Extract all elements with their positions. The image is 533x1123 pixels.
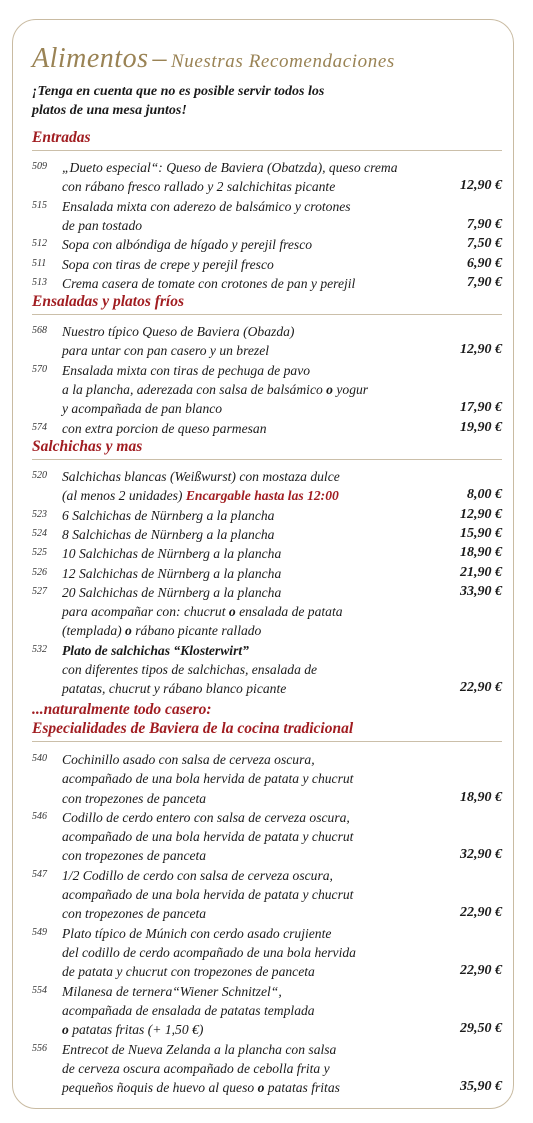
item-price: 6,90 € xyxy=(467,255,502,271)
title-sub: Nuestras Recomendaciones xyxy=(171,51,395,72)
item-price: 22,90 € xyxy=(460,680,502,696)
item-description xyxy=(62,235,502,254)
text-segment: Cochinillo asado con salsa de cerveza oscura, xyxy=(62,752,315,767)
text-segment: del codillo de cerdo acompañado de una bola hervida xyxy=(62,944,356,960)
menu-item xyxy=(32,1040,502,1098)
item-description xyxy=(62,274,502,293)
item-description xyxy=(62,322,502,361)
item-description xyxy=(62,525,502,544)
menu-item xyxy=(32,544,502,563)
description-line xyxy=(62,177,502,196)
text-segment: (al menos 2 unidades) xyxy=(62,488,186,504)
text-segment: Ensalada mixta con tiras de pechuga de pavo xyxy=(62,362,311,378)
menu-item xyxy=(32,506,502,525)
item-price: 12,90 € xyxy=(460,342,502,358)
description-line xyxy=(62,769,502,788)
section-name: ...naturalmente todo casero: xyxy=(32,701,212,718)
description-line xyxy=(62,808,502,827)
item-price: 7,90 € xyxy=(467,274,502,290)
item-price: 19,90 € xyxy=(460,419,502,435)
description-line xyxy=(62,341,502,360)
item-price: 33,90 € xyxy=(460,583,502,599)
item-price: 7,90 € xyxy=(467,216,502,232)
item-number: 547 xyxy=(32,868,47,880)
description-line xyxy=(62,1001,502,1020)
section-heading xyxy=(32,128,91,147)
item-number: 570 xyxy=(32,363,47,375)
description-line xyxy=(62,789,502,808)
section-name: Salchichas y mas xyxy=(32,438,143,455)
description-line xyxy=(62,924,502,943)
menu-item xyxy=(32,274,502,293)
text-segment: Milanesa de ternera“Wiener Schnitzel“, xyxy=(62,983,282,999)
description-line xyxy=(62,1078,502,1097)
description-line xyxy=(62,602,502,621)
text-segment: Nuestro típico Queso de Baviera (Obazda) xyxy=(62,324,295,339)
menu-item xyxy=(32,583,502,641)
item-description xyxy=(62,419,502,438)
menu-item xyxy=(32,808,502,866)
text-segment: de patata y chucrut con tropezones de panceta xyxy=(62,964,315,980)
text-segment: y acompañada de pan blanco xyxy=(62,401,223,417)
item-number: 524 xyxy=(32,527,47,539)
bold-text: Plato de salchichas “Klosterwirt” xyxy=(62,642,249,658)
description-line xyxy=(62,827,502,846)
description-line xyxy=(62,962,502,981)
item-description xyxy=(62,808,502,866)
description-line xyxy=(62,904,502,923)
bold-text: o xyxy=(62,1022,69,1038)
text-segment: 8 Salchichas de Nürnberg a la plancha xyxy=(62,526,275,542)
item-description xyxy=(62,506,502,525)
description-line xyxy=(62,486,502,505)
text-segment: Entrecot de Nueva Zelanda a la plancha con salsa xyxy=(62,1041,337,1057)
section-divider xyxy=(32,150,502,151)
menu-item xyxy=(32,361,502,419)
item-number: 532 xyxy=(32,643,47,655)
text-segment: acompañado de una bola hervida de patata y chucrut xyxy=(62,829,354,845)
item-description xyxy=(62,197,502,236)
item-number: 512 xyxy=(32,238,47,250)
description-line xyxy=(62,255,502,274)
menu-item xyxy=(32,197,502,236)
item-price: 32,90 € xyxy=(460,847,502,863)
menu-item xyxy=(32,235,502,254)
text-segment: con rábano fresco rallado y 2 salchichitas picante xyxy=(62,179,336,195)
text-segment: pequeños ñoquis de huevo al queso xyxy=(62,1080,258,1096)
item-price: 18,90 € xyxy=(460,545,502,561)
text-segment: con tropezones de panceta xyxy=(62,848,207,864)
item-description xyxy=(62,982,502,1040)
page-title xyxy=(32,43,395,75)
text-segment: yogur xyxy=(332,381,369,397)
description-line xyxy=(62,197,502,216)
description-line xyxy=(62,235,502,254)
item-number: 574 xyxy=(32,421,47,433)
text-segment: con extra porcion de queso parmesan xyxy=(62,420,267,436)
menu-item xyxy=(32,750,502,808)
item-price: 12,90 € xyxy=(460,178,502,194)
text-segment: Plato típico de Múnich con cerdo asado crujiente xyxy=(62,925,332,941)
text-segment: acompañado de una bola hervida de patata y chucrut xyxy=(62,887,354,903)
description-line xyxy=(62,322,502,341)
text-segment: con tropezones de panceta xyxy=(62,906,207,922)
menu-item xyxy=(32,158,502,197)
bold-text: o xyxy=(125,623,132,639)
menu-item xyxy=(32,564,502,583)
item-number: 526 xyxy=(32,566,47,578)
item-price: 7,50 € xyxy=(467,236,502,252)
description-line xyxy=(62,361,502,380)
menu-item xyxy=(32,255,502,274)
description-line xyxy=(62,885,502,904)
menu-item xyxy=(32,419,502,438)
item-description xyxy=(62,158,502,197)
text-segment: de cerveza oscura acompañado de cebolla frita y xyxy=(62,1060,330,1076)
item-description xyxy=(62,866,502,924)
text-segment: „Dueto especial“: Queso de Baviera (Obatzda), queso crema xyxy=(62,160,398,175)
item-price: 29,50 € xyxy=(460,1021,502,1037)
item-number: 540 xyxy=(32,753,47,764)
text-segment: a la plancha, aderezada con salsa de balsámico xyxy=(62,381,327,397)
description-line xyxy=(62,660,502,679)
order-note: Encargable hasta las 12:00 xyxy=(185,488,339,504)
section-name: Entradas xyxy=(32,129,91,146)
text-segment: patatas, chucrut y rábano blanco picante xyxy=(62,681,287,697)
menu-item xyxy=(32,525,502,544)
text-segment: 1/2 Codillo de cerdo con salsa de cerveza oscura, xyxy=(62,867,333,883)
description-line xyxy=(62,564,502,583)
bold-text: o xyxy=(228,604,236,620)
text-segment: acompañado de una bola hervida de patata y chucrut xyxy=(62,771,354,787)
text-segment: Salchichas blancas (Weißwurst) con mostaza dulce xyxy=(62,469,340,484)
description-line xyxy=(62,679,502,698)
section-heading xyxy=(32,437,142,456)
description-line xyxy=(62,506,502,525)
notice-line: ¡Tenga en cuenta que no es posible servir todos los xyxy=(32,84,325,99)
bold-text: o xyxy=(326,381,333,397)
description-line xyxy=(62,943,502,962)
item-description xyxy=(62,467,502,506)
menu-item xyxy=(32,641,502,699)
item-number: 513 xyxy=(32,276,47,288)
text-segment: Sopa con albóndiga de hígado y perejil fresco xyxy=(62,237,313,253)
item-description xyxy=(62,1040,502,1098)
item-description xyxy=(62,564,502,583)
text-segment: patatas fritas xyxy=(264,1080,340,1096)
item-description xyxy=(62,544,502,563)
item-price: 8,00 € xyxy=(467,487,502,503)
text-segment: con diferentes tipos de salchichas, ensalada de xyxy=(62,661,318,677)
description-line xyxy=(62,846,502,865)
description-line xyxy=(62,1040,502,1059)
item-price: 22,90 € xyxy=(460,963,502,979)
item-number: 549 xyxy=(32,926,47,938)
title-main: Alimentos xyxy=(32,43,149,74)
text-segment: para untar con pan casero y un brezel xyxy=(62,343,270,359)
description-line xyxy=(62,1059,502,1078)
text-segment: 20 Salchichas de Nürnberg a la plancha xyxy=(62,584,282,600)
description-line xyxy=(62,1020,502,1039)
item-price: 22,90 € xyxy=(460,905,502,921)
description-line xyxy=(62,750,502,769)
text-segment: para acompañar con: chucrut xyxy=(62,604,229,620)
item-number: 515 xyxy=(32,199,47,211)
item-number: 556 xyxy=(32,1042,47,1054)
text-segment: Sopa con tiras de crepe y perejil fresco xyxy=(62,256,274,272)
menu-item xyxy=(32,866,502,924)
description-line xyxy=(62,399,502,418)
item-price: 35,90 € xyxy=(460,1079,502,1095)
description-line xyxy=(62,525,502,544)
section-divider xyxy=(32,314,502,315)
item-description xyxy=(62,641,502,699)
text-segment: Ensalada mixta con aderezo de balsámico y crotones xyxy=(62,198,351,214)
item-number: 527 xyxy=(32,585,47,597)
section-divider xyxy=(32,741,502,742)
item-description xyxy=(62,583,502,641)
item-price: 15,90 € xyxy=(460,525,502,541)
description-line xyxy=(62,583,502,602)
text-segment: con tropezones de panceta xyxy=(62,790,207,806)
item-description xyxy=(62,255,502,274)
text-segment: 6 Salchichas de Nürnberg a la plancha xyxy=(62,507,275,523)
section-name: Ensaladas y platos fríos xyxy=(32,293,185,310)
description-line xyxy=(62,274,502,293)
section-heading xyxy=(32,700,353,738)
section-heading xyxy=(32,292,184,311)
description-line xyxy=(62,380,502,399)
text-segment: de pan tostado xyxy=(62,217,143,233)
menu-item xyxy=(32,982,502,1040)
item-price: 17,90 € xyxy=(460,400,502,416)
item-description xyxy=(62,361,502,419)
notice-text xyxy=(32,82,502,120)
item-number: 523 xyxy=(32,508,47,520)
text-segment: (templada) xyxy=(62,623,126,639)
item-price: 18,90 € xyxy=(460,789,502,805)
notice-line: platos de una mesa juntos! xyxy=(32,103,187,118)
item-number: 546 xyxy=(32,810,47,822)
description-line xyxy=(62,982,502,1001)
title-dash: – xyxy=(152,43,167,74)
description-line xyxy=(62,641,502,660)
description-line xyxy=(62,467,502,486)
text-segment: Crema casera de tomate con crotones de pan y perejil xyxy=(62,275,356,291)
description-line xyxy=(62,419,502,438)
item-number: 525 xyxy=(32,547,47,559)
text-segment: acompañada de ensalada de patatas templada xyxy=(62,1002,315,1018)
item-number: 568 xyxy=(32,325,47,336)
description-line xyxy=(62,544,502,563)
text-segment: ensalada de patata xyxy=(235,604,343,620)
menu-item xyxy=(32,467,502,506)
text-segment: 10 Salchichas de Nürnberg a la plancha xyxy=(62,546,282,562)
description-line xyxy=(62,621,502,640)
item-number: 554 xyxy=(32,984,47,996)
text-segment: patatas fritas (+ 1,50 €) xyxy=(68,1022,204,1038)
description-line xyxy=(62,216,502,235)
description-line xyxy=(62,158,502,177)
item-description xyxy=(62,924,502,982)
text-segment: Codillo de cerdo entero con salsa de cerveza oscura, xyxy=(62,809,350,825)
item-number: 520 xyxy=(32,470,47,481)
bold-text: o xyxy=(257,1080,265,1096)
menu-item xyxy=(32,322,502,361)
text-segment: 12 Salchichas de Nürnberg a la plancha xyxy=(62,565,282,581)
menu-item xyxy=(32,924,502,982)
section-divider xyxy=(32,459,502,460)
text-segment: rábano picante rallado xyxy=(131,623,262,639)
item-price: 21,90 € xyxy=(460,564,502,580)
item-description xyxy=(62,750,502,808)
item-price: 12,90 € xyxy=(460,506,502,522)
section-name-2: Especialidades de Baviera de la cocina tradicional xyxy=(32,720,354,737)
item-number: 511 xyxy=(32,257,47,269)
description-line xyxy=(62,866,502,885)
item-number: 509 xyxy=(32,161,47,172)
